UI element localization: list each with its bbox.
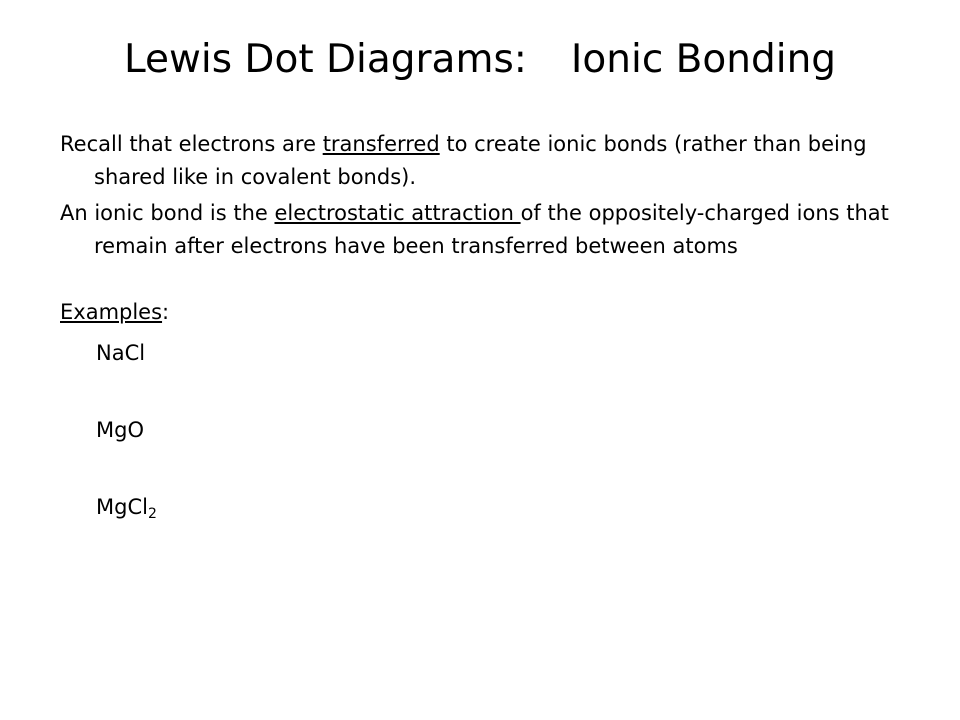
examples-label: Examples [60,300,163,324]
title-right: Ionic Bonding [570,37,837,82]
example-nacl [60,337,930,370]
paragraph-electron-transfer [60,128,930,194]
slide-title [0,34,960,86]
example-formula: NaCl [96,341,146,365]
example-formula: MgO [96,418,144,442]
examples-heading [60,296,930,329]
example-formula: MgCl [96,495,148,519]
title-left: Lewis Dot Diagrams: [123,37,527,82]
example-mgo [60,414,930,447]
para2-text-after: of the oppositely-charged ions that remain after electrons have been transferred between atoms [94,201,889,258]
underlined-electrostatic-attraction: electrostatic attraction [274,201,521,225]
example-subscript: 2 [147,506,157,522]
underlined-transferred: transferred [322,132,440,156]
example-mgcl2 [60,491,930,524]
paragraph-ionic-bond-definition [60,197,930,263]
para1-text-after: to create ionic bonds (rather than being shared like in covalent bonds). [94,132,867,189]
para2-text-before: An ionic bond is the [60,201,275,225]
examples-section [60,296,930,524]
para1-text-before: Recall that electrons are [60,132,323,156]
slide-body [60,128,930,524]
examples-colon: : [162,300,170,324]
